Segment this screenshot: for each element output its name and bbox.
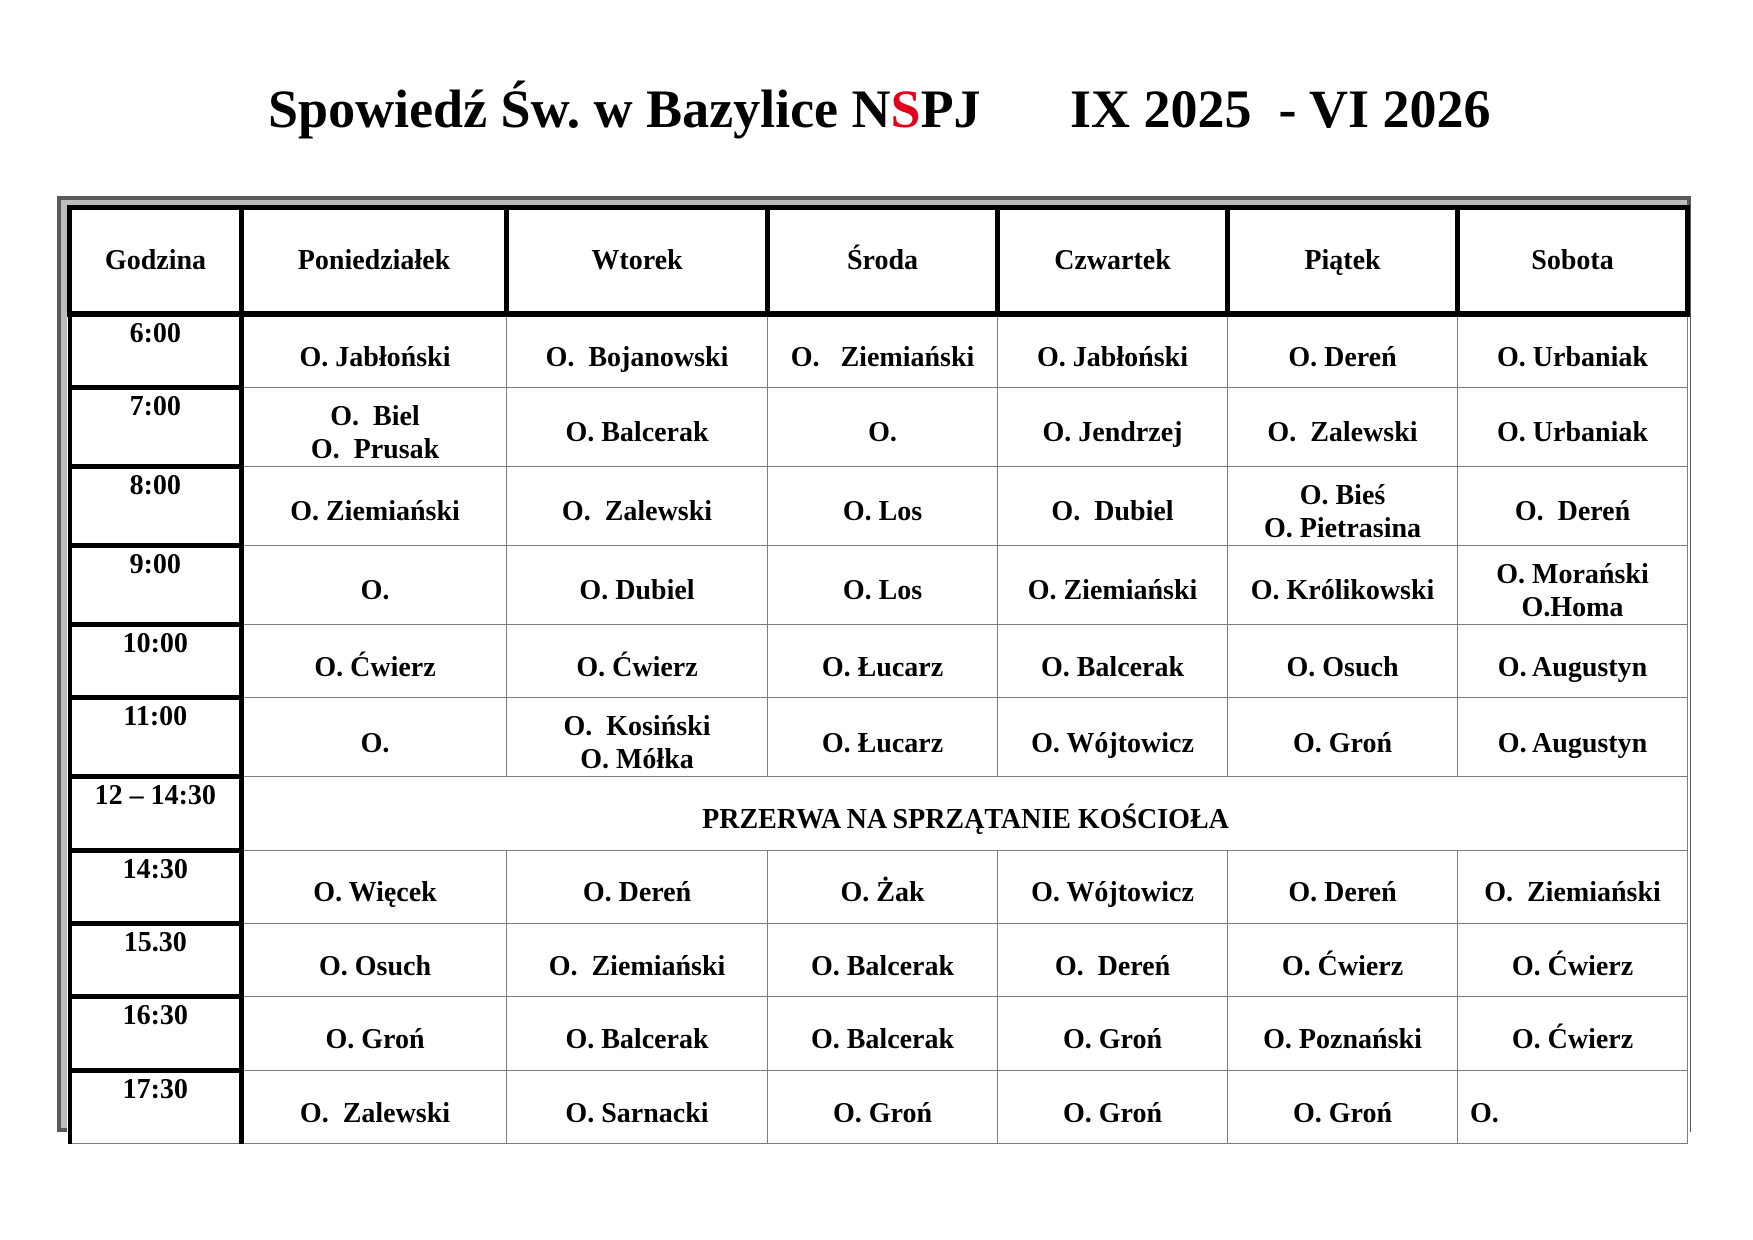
confessor-cell: O. Morański O.Homa	[1458, 545, 1688, 624]
time-cell: 9:00	[70, 545, 242, 624]
confessor-cell: O. Ziemiański	[507, 924, 768, 997]
confessor-cell: O. Więcek	[242, 850, 507, 923]
table-row	[70, 466, 1688, 545]
confessor-cell: O. Ziemiański	[1458, 850, 1688, 923]
confessor-cell: O. Ćwierz	[1228, 924, 1458, 997]
table-row	[70, 850, 1688, 923]
table-row	[70, 314, 1688, 387]
title-prefix: Spowiedź Św. w Bazylice N	[268, 79, 891, 139]
confessor-cell: O. Balcerak	[998, 624, 1228, 697]
table-header-row	[70, 208, 1688, 315]
header-godzina: Godzina	[70, 208, 242, 315]
header-sobota: Sobota	[1458, 208, 1688, 315]
confessor-cell: O. Dereń	[998, 924, 1228, 997]
confessor-cell: O. Groń	[998, 997, 1228, 1070]
confessor-cell: O. Bojanowski	[507, 314, 768, 387]
table-row	[70, 624, 1688, 697]
confessor-cell: O. Łucarz	[768, 698, 998, 777]
confessor-cell: O. Dubiel	[507, 545, 768, 624]
confessor-cell: O. Sarnacki	[507, 1070, 768, 1143]
confessor-cell: O. Los	[768, 466, 998, 545]
confessor-cell: O. Ćwierz	[507, 624, 768, 697]
confessor-cell: O. Jendrzej	[998, 387, 1228, 466]
confessor-cell: O. Osuch	[242, 924, 507, 997]
title-main	[268, 74, 981, 144]
confessor-cell: O. Biel O. Prusak	[242, 387, 507, 466]
schedule-frame	[57, 196, 1691, 1132]
confessor-cell: O. Zalewski	[1228, 387, 1458, 466]
confessor-cell: O. Ziemiański	[242, 466, 507, 545]
confessor-cell: O. Augustyn	[1458, 698, 1688, 777]
confessor-cell: O. Balcerak	[507, 997, 768, 1070]
time-cell: 7:00	[70, 387, 242, 466]
confessor-cell: O. Dereń	[1458, 466, 1688, 545]
confessor-cell: O. Bieś O. Pietrasina	[1228, 466, 1458, 545]
confessor-cell: O. Balcerak	[768, 924, 998, 997]
header-sroda: Środa	[768, 208, 998, 315]
time-cell: 17:30	[70, 1070, 242, 1143]
header-czwartek: Czwartek	[998, 208, 1228, 315]
time-cell: 16:30	[70, 997, 242, 1070]
confessor-cell: O. Balcerak	[768, 997, 998, 1070]
confessor-cell: O. Poznański	[1228, 997, 1458, 1070]
header-wtorek: Wtorek	[507, 208, 768, 315]
table-row	[70, 387, 1688, 466]
table-row	[70, 924, 1688, 997]
confessor-cell: O. Osuch	[1228, 624, 1458, 697]
break-row	[70, 777, 1688, 850]
confessor-cell: O. Wójtowicz	[998, 850, 1228, 923]
confessor-cell: O. Dereń	[1228, 850, 1458, 923]
confessor-cell: O. Ćwierz	[1458, 997, 1688, 1070]
confessor-cell: O. Zalewski	[242, 1070, 507, 1143]
confessor-cell: O. Jabłoński	[242, 314, 507, 387]
confessor-cell: O. Balcerak	[507, 387, 768, 466]
confessor-cell: O.	[1458, 1070, 1688, 1143]
confessor-cell: O.	[242, 698, 507, 777]
schedule-table	[67, 205, 1690, 1144]
confessor-cell: O. Żak	[768, 850, 998, 923]
time-cell: 12 – 14:30	[70, 777, 242, 850]
time-cell: 6:00	[70, 314, 242, 387]
table-row	[70, 698, 1688, 777]
table-row	[70, 545, 1688, 624]
header-piatek: Piątek	[1228, 208, 1458, 315]
break-notice: PRZERWA NA SPRZĄTANIE KOŚCIOŁA	[242, 777, 1688, 850]
confessor-cell: O. Ziemiański	[768, 314, 998, 387]
confessor-cell: O. Groń	[998, 1070, 1228, 1143]
time-cell: 15.30	[70, 924, 242, 997]
confessor-cell: O. Ziemiański	[998, 545, 1228, 624]
title-red-letter: S	[890, 79, 921, 139]
confessor-cell: O. Dereń	[507, 850, 768, 923]
confessor-cell: O. Augustyn	[1458, 624, 1688, 697]
confessor-cell: O. Groń	[1228, 1070, 1458, 1143]
confessor-cell: O. Kosiński O. Mółka	[507, 698, 768, 777]
confessor-cell: O. Groń	[1228, 698, 1458, 777]
confessor-cell: O. Ćwierz	[1458, 924, 1688, 997]
table-row	[70, 1070, 1688, 1143]
confessor-cell: O. Dereń	[1228, 314, 1458, 387]
confessor-cell: O. Dubiel	[998, 466, 1228, 545]
page-title	[0, 74, 1753, 144]
confessor-cell: O. Zalewski	[507, 466, 768, 545]
confessor-cell: O. Królikowski	[1228, 545, 1458, 624]
time-cell: 10:00	[70, 624, 242, 697]
table-row	[70, 997, 1688, 1070]
confessor-cell: O. Los	[768, 545, 998, 624]
title-suffix: PJ	[920, 79, 981, 139]
time-cell: 14:30	[70, 850, 242, 923]
confessor-cell: O. Łucarz	[768, 624, 998, 697]
header-poniedzialek: Poniedziałek	[242, 208, 507, 315]
confessor-cell: O. Groń	[242, 997, 507, 1070]
confessor-cell: O.	[768, 387, 998, 466]
confessor-cell: O. Urbaniak	[1458, 314, 1688, 387]
confessor-cell: O. Ćwierz	[242, 624, 507, 697]
confessor-cell: O. Wójtowicz	[998, 698, 1228, 777]
title-period: IX 2025 - VI 2026	[1070, 79, 1491, 139]
time-cell: 8:00	[70, 466, 242, 545]
confessor-cell: O. Groń	[768, 1070, 998, 1143]
time-cell: 11:00	[70, 698, 242, 777]
confessor-cell: O. Jabłoński	[998, 314, 1228, 387]
confessor-cell: O. Urbaniak	[1458, 387, 1688, 466]
confessor-cell: O.	[242, 545, 507, 624]
